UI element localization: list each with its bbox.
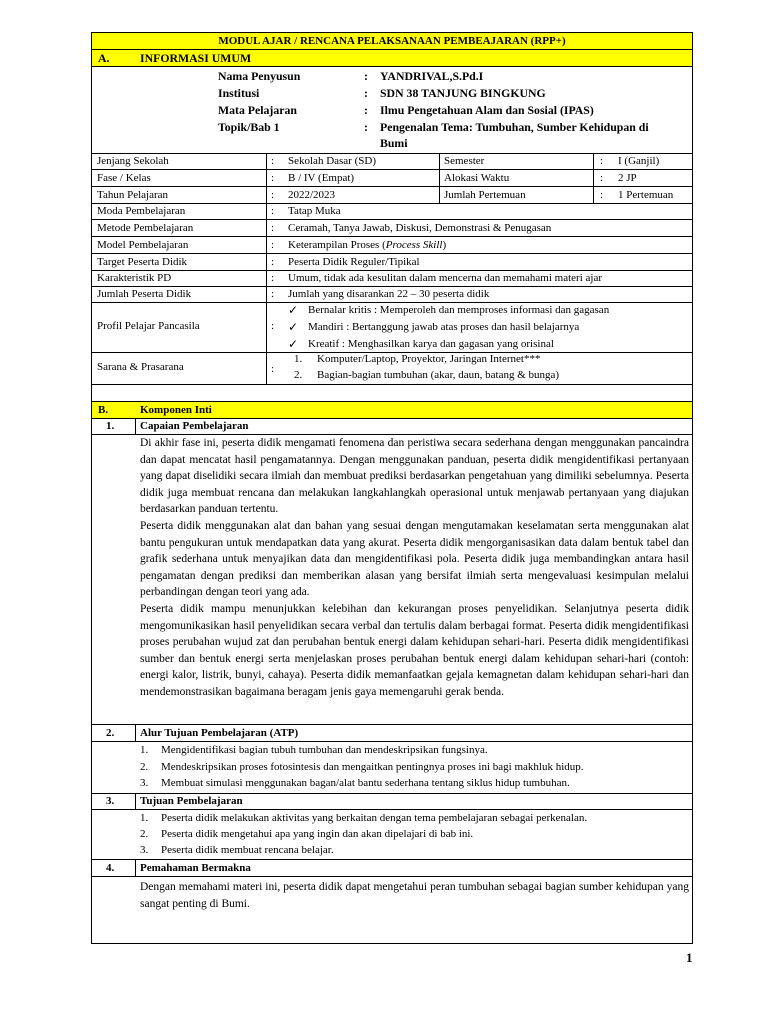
grid-line [593, 154, 594, 204]
info-value-2: 1 Pertemuan [618, 189, 674, 201]
info-colon: : [271, 239, 275, 251]
tujuan-body-row [92, 810, 692, 860]
info-label: Tahun Pelajaran [97, 189, 169, 201]
capaian-paragraph: Peserta didik menggunakan alat dan bahan yang sesuai dengan mengutamakan keselamatan serta menggunakan alat bantu pengukuran untuk mendapatkan data yang akurat. Peserta didik mengorganisasikan data dalam bentuk tabel dan grafik sederhana untuk menyajikan data dan mengidentifikasi pola. Peserta didik juga membandingkan antara hasil pengamatan dengan prediksi dan memberikan alasan yang bersifat ilmiah serta mengevaluasi kesimpulan melalui perbandingan dengan teori yang ada. [140, 519, 689, 599]
info-value: Peserta Didik Reguler/Tipikal [288, 256, 420, 268]
sarana-colon: : [271, 363, 275, 375]
section-b-label: Komponen Inti [140, 404, 212, 416]
atp-item-num: 3. [140, 777, 149, 789]
info-label: Metode Pembelajaran [97, 222, 194, 234]
atp-item: Mendeskripsikan proses fotosintesis dan mengaitkan pentingnya proses ini bagi makhluk hidup. [161, 761, 584, 773]
info-row-metode [92, 220, 692, 237]
info-label: Model Pembelajaran [97, 239, 189, 251]
info-value: 2022/2023 [288, 189, 336, 201]
info-value-2: 2 JP [618, 172, 637, 184]
section-b-letter: B. [98, 404, 109, 416]
capaian-body [140, 435, 689, 701]
capaian-paragraph: Di akhir fase ini, peserta didik mengamati fenomena dan peristiwa secara sederhana dengan menggunakan pancaindra dan dapat mencatat hasil pengamatannya. Dengan menggunakan panduan, peserta didik mengidentifikasi pertanyaan yang dapat diselidiki secara ilmiah dan membuat prediksi berdasarkan pengetahuan yang dimiliki sebelumnya. Peserta didik juga membuat rencana dan melakukan langkahlangkah operasional untuk menjawab pertanyaan yang diajukan berdasarkan panduan tertentu. [140, 437, 689, 516]
institution-value: SDN 38 TANJUNG BINGKUNG [380, 86, 546, 100]
info-colon-2: : [600, 189, 604, 201]
info-value [288, 240, 446, 251]
info-label: Karakteristik PD [97, 272, 172, 284]
atp-body-row [92, 742, 692, 794]
info-row-karakteristik [92, 271, 692, 287]
info-colon-2: : [600, 155, 604, 167]
institution-colon: : [364, 86, 368, 100]
atp-item-num: 1. [140, 744, 149, 756]
info-row-jenjang [92, 154, 692, 170]
pemahaman-num: 4. [106, 862, 115, 874]
section-b-row [92, 402, 692, 419]
profil-colon: : [271, 320, 275, 332]
tujuan-item-num: 3. [140, 844, 149, 856]
atp-heading-row [92, 725, 692, 742]
topic-label: Topik/Bab 1 [218, 120, 280, 134]
atp-item: Membuat simulasi menggunakan bagan/alat bantu sederhana tentang siklus hidup tumbuhan. [161, 777, 570, 789]
checkmark-icon: ✓ [288, 303, 299, 317]
info-colon: : [271, 272, 275, 284]
tujuan-item-num: 1. [140, 812, 149, 824]
profil-label: Profil Pelajar Pancasila [97, 320, 200, 332]
capaian-heading-row [92, 419, 692, 435]
grid-line [135, 725, 136, 742]
info-row-moda [92, 204, 692, 220]
info-label-2: Alokasi Waktu [444, 172, 510, 184]
subject-label: Mata Pelajaran [218, 103, 297, 117]
profil-item: Bernalar kritis : Memperoleh dan memproses informasi dan gagasan [308, 304, 610, 316]
atp-heading: Alur Tujuan Pembelajaran (ATP) [140, 727, 299, 739]
sarana-item: Komputer/Laptop, Proyektor, Jaringan Internet*** [317, 353, 541, 365]
info-value: Ceramah, Tanya Jawab, Diskusi, Demonstrasi & Penugasan [288, 222, 552, 234]
info-colon: : [271, 222, 275, 234]
subject-value: Ilmu Pengetahuan Alam dan Sosial (IPAS) [380, 103, 594, 117]
info-value-italic: Process Skill [385, 239, 443, 251]
checkmark-icon: ✓ [288, 320, 299, 334]
section-a-label: INFORMASI UMUM [140, 51, 252, 65]
capaian-body-row [92, 435, 692, 725]
info-label: Fase / Kelas [97, 172, 151, 184]
atp-item-num: 2. [140, 761, 149, 773]
author-label: Nama Penyusun [218, 69, 301, 83]
profil-item: Kreatif : Menghasilkan karya dan gagasan yang orisinal [308, 338, 554, 350]
sarana-item-num: 2. [294, 369, 303, 381]
info-colon: : [271, 172, 275, 184]
info-colon: : [271, 205, 275, 217]
info-label-2: Jumlah Pertemuan [444, 189, 526, 201]
capaian-heading: Capaian Pembelajaran [140, 420, 249, 432]
info-colon-2: : [600, 172, 604, 184]
info-row-fase [92, 170, 692, 187]
info-value: B / IV (Empat) [288, 172, 355, 184]
profil-item: Mandiri : Bertanggung jawab atas proses dan hasil belajarnya [308, 321, 580, 333]
info-row-tahun [92, 187, 692, 204]
grid-line [135, 794, 136, 810]
section-a-letter: A. [98, 51, 110, 65]
info-label: Jumlah Peserta Didik [97, 288, 192, 300]
atp-item: Mengidentifikasi bagian tubuh tumbuhan dan mendeskripsikan fungsinya. [161, 744, 488, 756]
atp-num: 2. [106, 727, 115, 739]
info-value: Tatap Muka [288, 205, 341, 217]
sarana-label: Sarana & Prasarana [97, 361, 184, 373]
info-label: Target Peserta Didik [97, 256, 188, 268]
info-colon: : [271, 155, 275, 167]
info-row-target [92, 254, 692, 271]
sarana-row [92, 353, 692, 385]
topic-value-line2: Bumi [380, 136, 408, 150]
info-colon: : [271, 288, 275, 300]
info-value-post: ) [442, 239, 447, 251]
subject-colon: : [364, 103, 368, 117]
info-value: Umum, tidak ada kesulitan dalam mencerna dan memahami materi ajar [288, 272, 602, 284]
tujuan-num: 3. [106, 795, 115, 807]
tujuan-item: Peserta didik melakukan aktivitas yang berkaitan dengan tema pembelajaran sebagai perkenalan. [161, 812, 588, 824]
grid-line [135, 419, 136, 435]
institution-label: Institusi [218, 86, 260, 100]
author-colon: : [364, 69, 368, 83]
tujuan-item: Peserta didik membuat rencana belajar. [161, 844, 334, 856]
pemahaman-heading: Pemahaman Bermakna [140, 862, 251, 874]
info-colon: : [271, 256, 275, 268]
pemahaman-heading-row [92, 860, 692, 877]
info-value-pre: Keterampilan Proses ( [288, 239, 386, 251]
page-title: MODUL AJAR / RENCANA PELAKSANAAN PEMBEAJARAN (RPP+) [218, 35, 566, 47]
info-row-model [92, 237, 692, 254]
info-label: Moda Pembelajaran [97, 205, 186, 217]
pemahaman-body: Dengan memahami materi ini, peserta didik dapat mengetahui peran tumbuhan sebagai bagian sumber kehidupan yang sangat penting di Bumi. [140, 881, 689, 910]
info-value-2: I (Ganjil) [618, 155, 660, 167]
topic-value-line1: Pengenalan Tema: Tumbuhan, Sumber Kehidupan di [380, 120, 649, 134]
spacer-row [92, 385, 692, 402]
pemahaman-body-row [92, 877, 692, 943]
info-label-2: Semester [444, 155, 485, 167]
header-info-block [92, 67, 692, 154]
info-value: Jumlah yang disarankan 22 – 30 peserta didik [288, 288, 490, 300]
tujuan-item: Peserta didik mengetahui apa yang ingin dan akan dipelajari di bab ini. [161, 828, 474, 840]
tujuan-heading-row [92, 794, 692, 810]
grid-line [439, 154, 440, 204]
topic-colon: : [364, 120, 368, 134]
tujuan-item-num: 2. [140, 828, 149, 840]
info-colon: : [271, 189, 275, 201]
capaian-paragraph: Peserta didik mampu menunjukkan kelebihan dan kekurangan proses penyelidikan. Selanjutnya peserta didik mengomunikasikan hasil penyelidikan secara verbal dan tertulis dalam berbagai format. Peserta didik mengidentifikasi proses perubahan wujud zat dan perubahan bentuk energi dalam kehidupan sehari-hari. Peserta didik mengidentifikasi sumber dan bentuk energi serta menjelaskan proses perubahan bentuk energi dalam kehidupan sehari-hari (contoh: energi kalor, listrik, bunyi, cahaya). Peserta didik memanfaatkan gejala kemagnetan dalam kehidupan sehari-hari dan mendemonstrasikan bagaimana beragam jenis gaya memengaruhi gerak benda. [140, 602, 689, 698]
page-number: 1 [686, 950, 693, 965]
tujuan-heading: Tujuan Pembelajaran [140, 795, 243, 807]
info-row-jumlah [92, 287, 692, 303]
title-row [92, 33, 692, 50]
sarana-item-num: 1. [294, 353, 303, 365]
sarana-item: Bagian-bagian tumbuhan (akar, daun, batang & bunga) [317, 369, 560, 381]
section-a-row [92, 50, 692, 67]
author-value: YANDRIVAL,S.Pd.I [380, 69, 484, 83]
capaian-num: 1. [106, 420, 115, 432]
grid-line [135, 860, 136, 877]
checkmark-icon: ✓ [288, 337, 299, 351]
profil-row [92, 303, 692, 353]
grid-line [266, 154, 267, 385]
info-value: Sekolah Dasar (SD) [288, 155, 376, 167]
document-table [91, 32, 693, 944]
info-label: Jenjang Sekolah [97, 155, 169, 167]
